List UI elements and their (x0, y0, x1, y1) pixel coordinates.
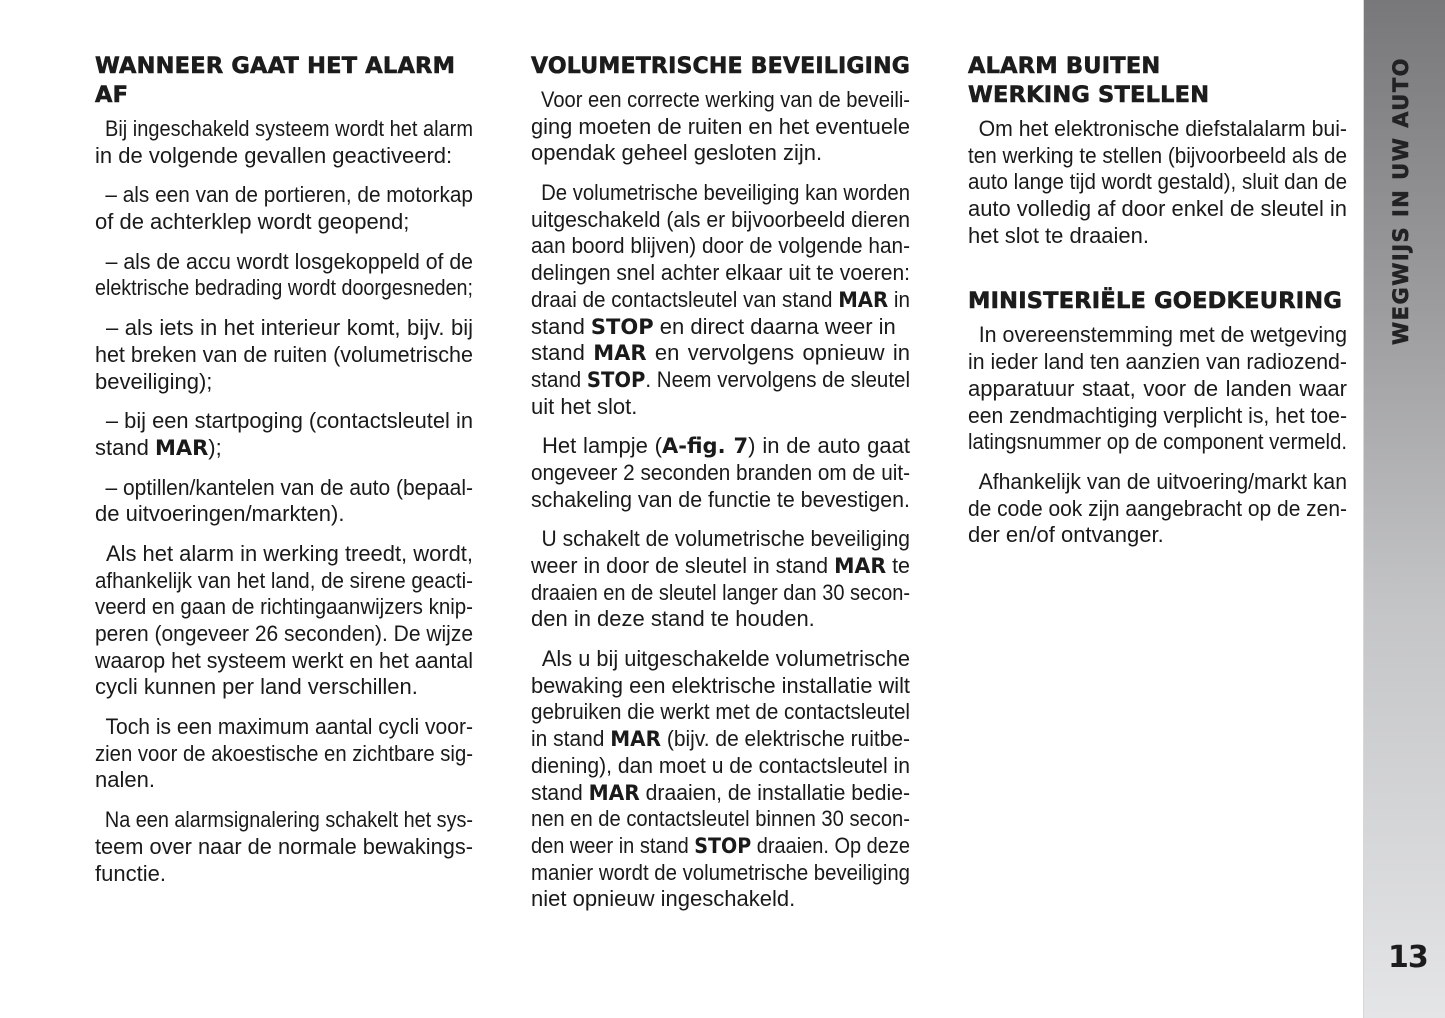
paragraph (95, 249, 473, 302)
paragraph (531, 646, 910, 913)
text-line: Afhankelijk van de uitvoering/markt kan (978, 468, 1347, 494)
text-line: Het lampje (A-fig. 7) in de auto gaat (542, 433, 910, 459)
heading-line: VOLUMETRISCHE BEVEILIGING (531, 53, 910, 79)
text-line: uitgeschakeld (als er bijvoorbeeld dieren (531, 206, 910, 232)
text-line: Bij ingeschakeld systeem wordt het alarm (105, 116, 473, 141)
paragraph (95, 182, 473, 235)
text-line: zien voor de akoestische en zichtbare sig- (95, 740, 473, 766)
text-line: der en/of ontvanger. (968, 522, 1164, 548)
paragraph (95, 315, 473, 395)
bold-term: MAR (588, 780, 640, 805)
chapter-title: WEGWIJS IN UW AUTO (1389, 56, 1413, 345)
paragraph (95, 116, 473, 169)
text-line: stand MAR draaien, de installatie bedie- (531, 779, 910, 805)
bold-term: MAR (838, 287, 889, 312)
text-line: aan boord blijven) door de volgende han- (531, 233, 910, 259)
text-line: stand STOP en direct daarna weer in (531, 313, 896, 339)
text-line: – als een van de portieren, de motorkap (105, 182, 473, 208)
section (968, 52, 1347, 249)
text-line: den in deze stand te houden. (531, 606, 815, 632)
text-line: veerd en gaan de richtingaanwijzers knip- (95, 594, 473, 620)
paragraph (95, 807, 473, 887)
text-line: stand STOP. Neem vervolgens de sleutel (531, 366, 910, 392)
section-heading (531, 52, 910, 81)
text-line: den weer in stand STOP draaien. Op deze (531, 832, 910, 858)
heading-line: WERKING STELLEN (968, 82, 1210, 108)
text-line: Na een alarmsignalering schakelt het sys- (104, 807, 474, 833)
text-line: nen en de contactsleutel binnen 30 secon- (531, 806, 910, 832)
section (968, 287, 1347, 549)
paragraph (968, 469, 1347, 549)
text-line: – als de accu wordt losgekoppeld of de (105, 248, 473, 274)
text-line: Voor een correcte werking van de beveili- (541, 87, 910, 112)
paragraph (531, 180, 910, 420)
text-line: apparatuur staat, voor de landen waar (968, 375, 1347, 401)
text-line: uit het slot. (531, 393, 638, 419)
text-line: draaien en de sleutel langer dan 30 secon- (531, 579, 910, 605)
text-line: ging moeten de ruiten en het eventuele (531, 113, 910, 139)
text-line: in stand MAR (bijv. de elektrische ruitbe- (531, 726, 910, 752)
text-line: manier wordt de volumetrische beveiliging (531, 859, 910, 885)
text-line: – bij een startpoging (contactsleutel in (105, 408, 473, 434)
heading-line: MINISTERIËLE GOEDKEURING (968, 288, 1343, 315)
text-line: waarop het systeem werkt en het aantal (95, 647, 473, 673)
bold-term: STOP (586, 367, 646, 392)
text-line: draai de contactsleutel van stand MAR in (531, 286, 910, 312)
text-line: functie. (95, 860, 166, 886)
text-line: stand MAR en vervolgens opnieuw in (531, 340, 910, 366)
text-line: de uitvoeringen/markten). (95, 501, 345, 527)
text-line: In overeenstemming met de wetgeving (978, 322, 1347, 348)
text-line: auto lange tijd wordt gestald), sluit dan de (968, 169, 1347, 195)
text-line: stand MAR); (95, 434, 222, 460)
page-number: 13 (1388, 940, 1428, 975)
text-line: schakeling van de functie te bevestigen. (531, 486, 910, 512)
text-line: of de achterklep wordt geopend; (95, 209, 410, 235)
section-heading (968, 287, 1347, 316)
text-line: diening), dan moet u de contactsleutel in (531, 752, 910, 778)
text-line: Toch is een maximum aantal cycli voor- (105, 714, 474, 740)
text-line: ongeveer 2 seconden branden om de uit- (531, 459, 910, 485)
bold-term: A-fig. 7 (662, 434, 749, 459)
text-line: Als u bij uitgeschakelde volumetrische (541, 646, 910, 672)
section-heading (968, 52, 1347, 110)
paragraph (95, 408, 473, 461)
paragraph (968, 322, 1347, 455)
text-line: in de volgende gevallen geactiveerd: (95, 142, 453, 168)
paragraph (531, 526, 910, 633)
text-line: weer in door de sleutel in stand MAR te (531, 553, 910, 578)
paragraph (968, 116, 1347, 249)
text-line: het slot te draaien. (968, 222, 1150, 248)
text-line: Om het elektronische diefstalalarm bui- (978, 116, 1347, 141)
heading-line: AF (95, 82, 129, 108)
column-2 (531, 52, 910, 913)
heading-line: ALARM BUITEN (968, 53, 1161, 79)
bold-term: MAR (834, 554, 887, 578)
bold-term: MAR (154, 435, 209, 460)
text-line: De volumetrische beveiliging kan worden (541, 180, 910, 206)
text-line: latingsnummer op de component vermeld. (968, 429, 1347, 455)
text-line: bewaking een elektrische installatie wilt (531, 672, 910, 698)
section (95, 52, 473, 887)
text-line: de code ook zijn aangebracht op de zen- (968, 495, 1347, 521)
bold-term: MAR (593, 341, 647, 366)
text-line: cycli kunnen per land verschillen. (95, 674, 418, 700)
paragraph (95, 475, 473, 528)
bold-term: STOP (590, 314, 654, 339)
text-line: delingen snel achter elkaar uit te voeren: (531, 260, 910, 286)
text-line: ten werking te stellen (bijvoorbeeld als de (968, 142, 1347, 168)
section-heading (95, 52, 473, 110)
paragraph (95, 541, 473, 701)
text-line: auto volledig af door enkel de sleutel in (968, 196, 1347, 222)
text-line: in ieder land ten aanzien van radiozend- (968, 349, 1347, 375)
column-3 (968, 52, 1347, 549)
text-line: gebruiken die werkt met de contactsleutel (531, 699, 910, 725)
text-line: – optillen/kantelen van de auto (bepaal- (105, 474, 473, 500)
bold-term: STOP (694, 833, 752, 858)
column-1 (95, 52, 473, 887)
text-line: nalen. (95, 767, 155, 793)
section (531, 52, 910, 913)
text-line: een zendmachtiging verplicht is, het toe- (968, 402, 1347, 428)
paragraph (531, 87, 910, 167)
paragraph (531, 433, 910, 513)
text-line: U schakelt de volumetrische beveiliging (541, 526, 910, 552)
text-line: Als het alarm in werking treedt, wordt, (105, 540, 474, 566)
text-line: – als iets in het interieur komt, bijv. bij (106, 315, 473, 341)
paragraph (95, 714, 473, 794)
text-line: afhankelijk van het land, de sirene geacti- (95, 567, 473, 593)
text-line: opendak geheel gesloten zijn. (531, 140, 823, 166)
text-line: peren (ongeveer 26 seconden). De wijze (95, 621, 473, 646)
heading-line: WANNEER GAAT HET ALARM (95, 53, 456, 79)
text-line: teem over naar de normale bewakings- (95, 833, 473, 859)
text-line: beveiliging); (95, 368, 213, 394)
text-line: het breken van de ruiten (volumetrische (95, 341, 473, 367)
text-line: niet opnieuw ingeschakeld. (531, 886, 796, 912)
text-line: elektrische bedrading wordt doorgesneden; (95, 275, 473, 301)
bold-term: MAR (610, 727, 662, 752)
